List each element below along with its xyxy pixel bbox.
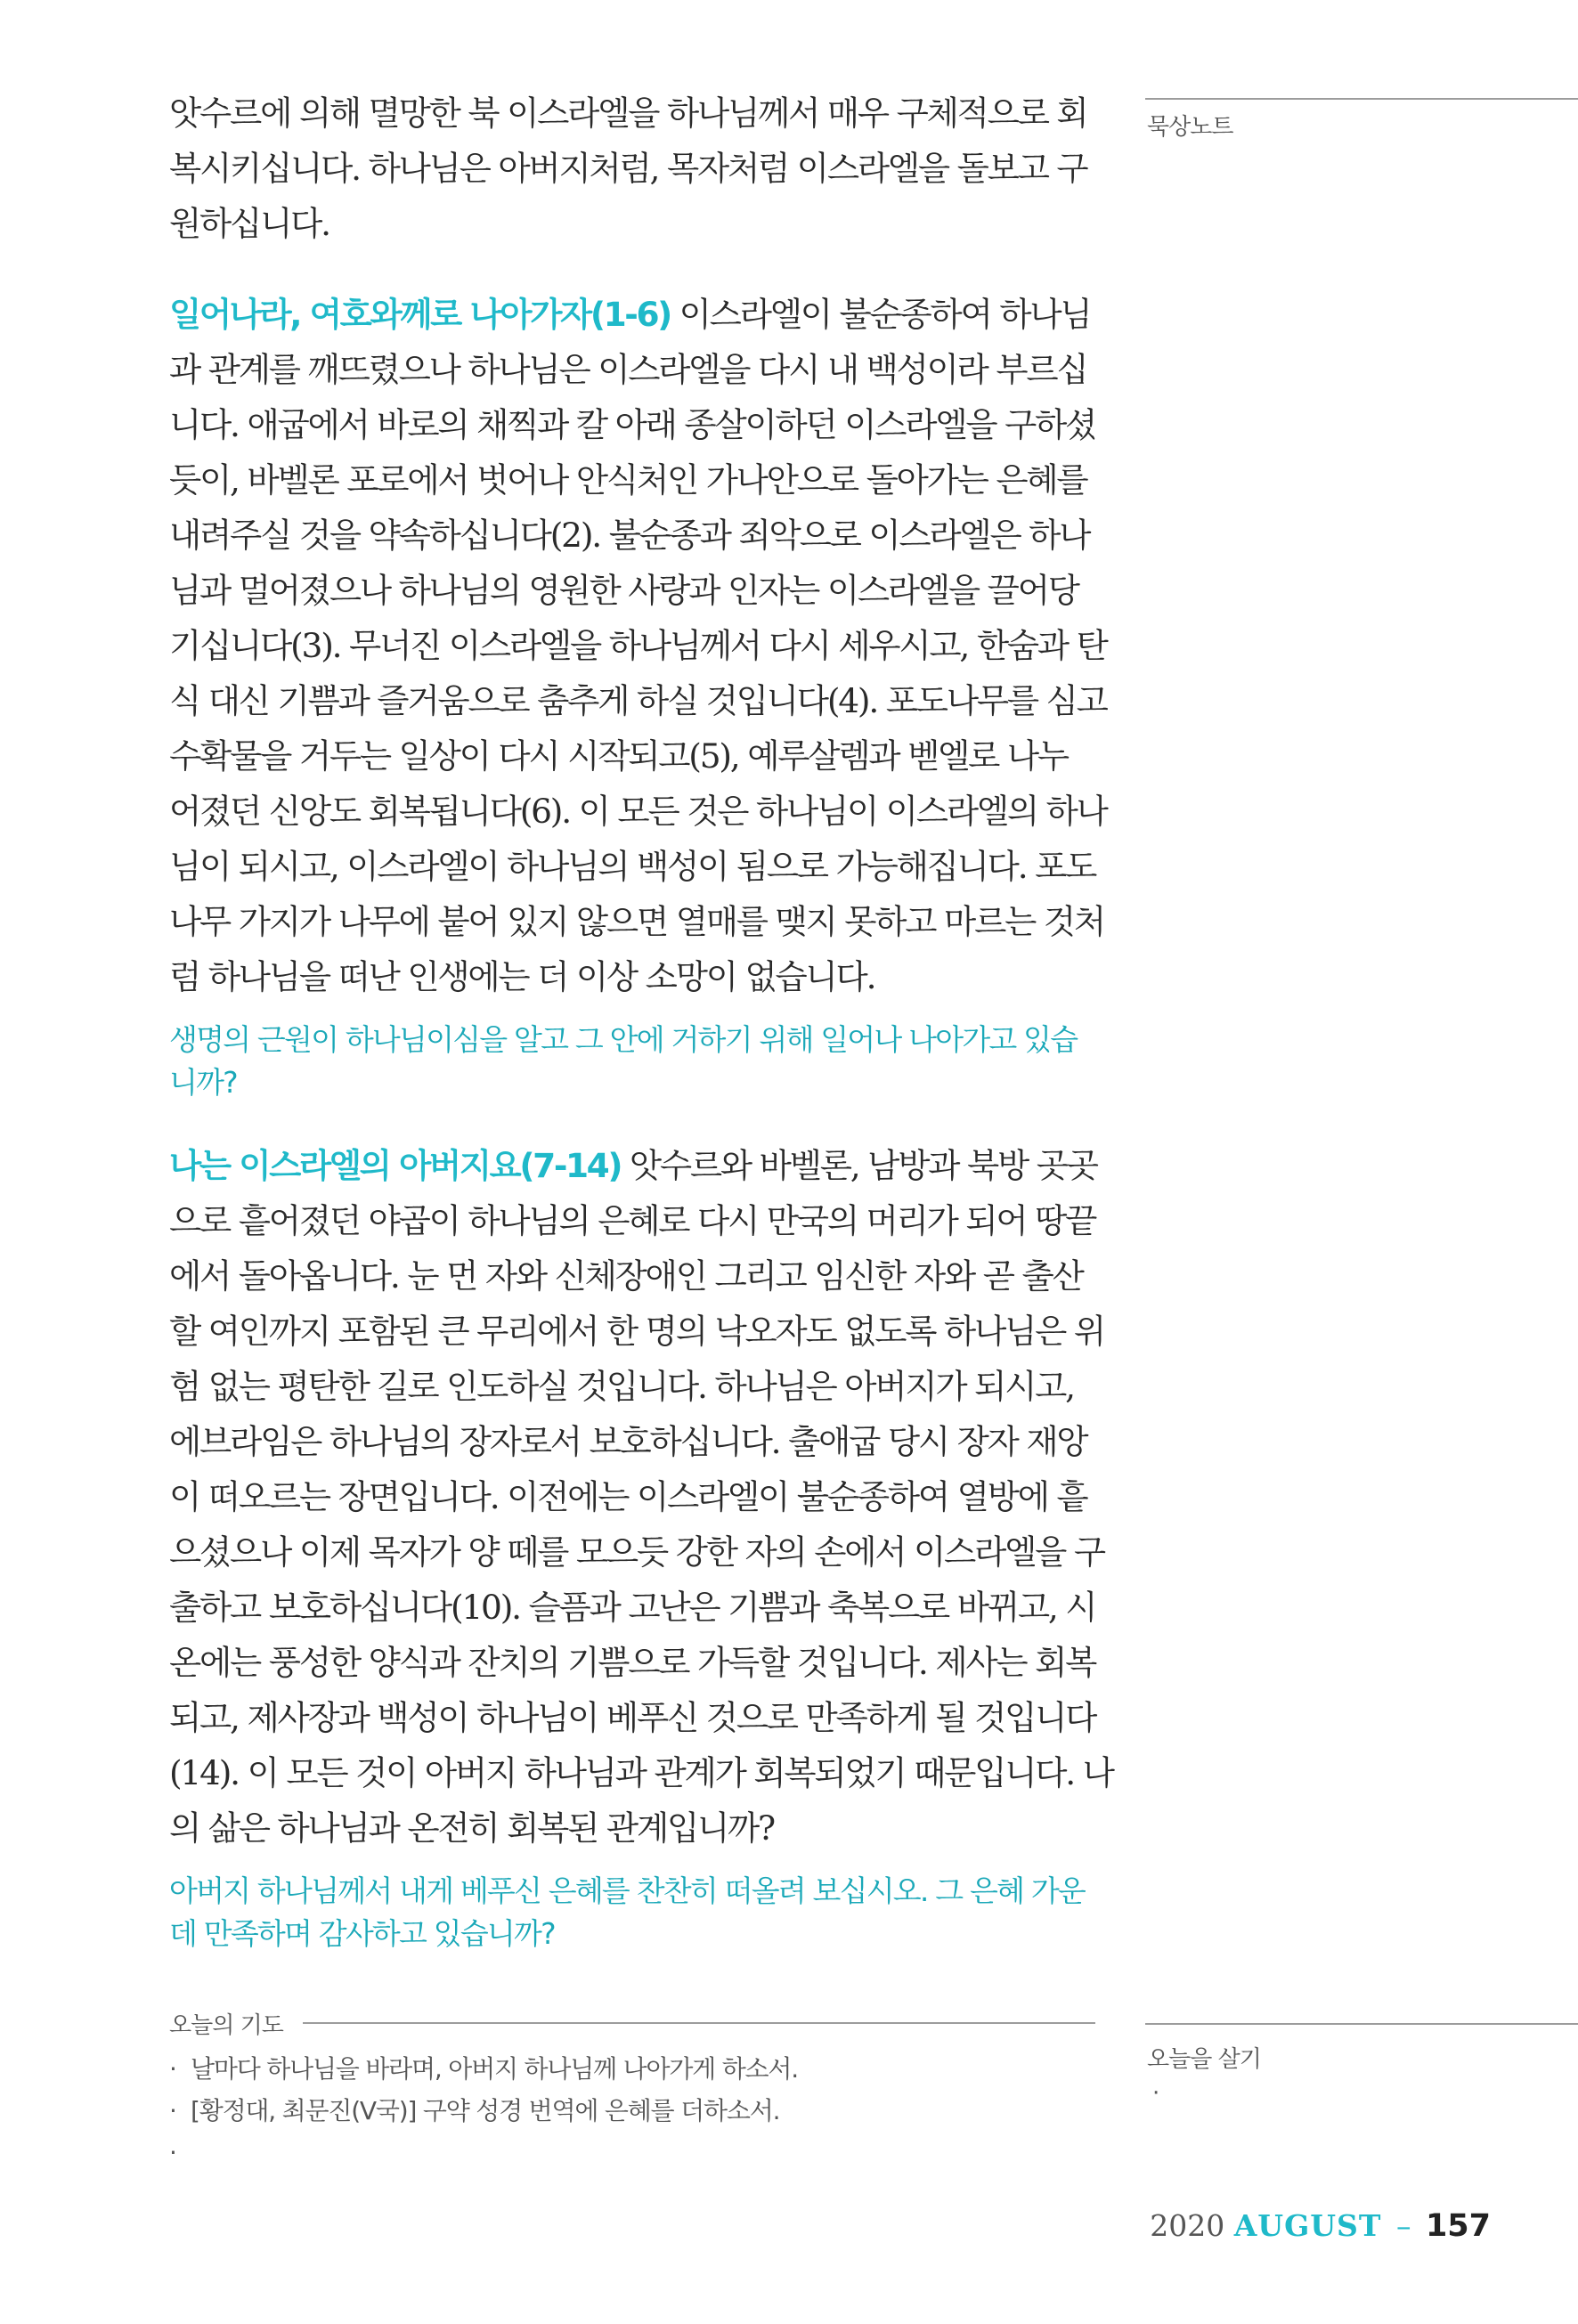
intro-line: 복시키십니다. 하나님은 아버지처럼, 목자처럼 이스라엘을 돌보고 구: [169, 149, 1087, 188]
section1-line: 식 대신 기쁨과 즐거움으로 춤추게 하실 것입니다(4). 포도나무를 심고: [169, 681, 1107, 720]
section1-line: 님과 멀어졌으나 하나님의 영원한 사랑과 인자는 이스라엘을 끌어당: [169, 571, 1078, 610]
sidebar-bottom-rule: [1145, 2023, 1578, 2025]
footer-dash: –: [1395, 2208, 1411, 2243]
section2-line: 앗수르와 바벨론, 남방과 북방 곳곳: [621, 1146, 1097, 1185]
footer-year: 2020: [1150, 2208, 1225, 2243]
prayer-item: [169, 2132, 1095, 2174]
section1-line: 니다. 애굽에서 바로의 채찍과 칼 아래 종살이하던 이스라엘을 구하셨: [169, 405, 1096, 444]
bullet: ·: [169, 2096, 176, 2125]
question-line: 생명의 근원이 하나님이심을 알고 그 안에 거하기 위해 일어나 나아가고 있습: [169, 1022, 1078, 1057]
section1-question: [169, 1019, 1095, 1104]
section2-line: 에브라임은 하나님의 장자로서 보호하십니다. 출애굽 당시 장자 재앙: [169, 1422, 1087, 1461]
meditation-note-label: 묵상노트: [1147, 114, 1233, 141]
question-line: 데 만족하며 감사하고 있습니까?: [169, 1916, 555, 1951]
section1-line: 수확물을 거두는 일상이 다시 시작되고(5), 예루살렘과 벧엘로 나누: [169, 736, 1068, 776]
section1-line: 나무 가지가 나무에 붙어 있지 않으면 열매를 맺지 못하고 마르는 것처: [169, 902, 1104, 941]
section1-line: 럼 하나님을 떠난 인생에는 더 이상 소망이 없습니다.: [169, 957, 875, 996]
section1-line: 이스라엘이 불순종하여 하나님: [670, 295, 1091, 334]
question-line: 아버지 하나님께서 내게 베푸신 은혜를 찬찬히 떠올려 보십시오. 그 은혜 가운: [169, 1873, 1086, 1908]
section1-first-line: [169, 287, 1095, 342]
section2-question: [169, 1870, 1095, 1955]
section1-line: 님이 되시고, 이스라엘이 하나님의 백성이 됨으로 가능해집니다. 포도: [169, 847, 1096, 886]
section2-line: 으셨으나 이제 목자가 양 떼를 모으듯 강한 자의 손에서 이스라엘을 구: [169, 1532, 1104, 1572]
section2-line: 의 삶은 하나님과 온전히 회복된 관계입니까?: [169, 1808, 774, 1848]
section2-line: 할 여인까지 포함된 큰 무리에서 한 명의 낙오자도 없도록 하나님은 위: [169, 1312, 1104, 1351]
section2-line: 으로 흩어졌던 야곱이 하나님의 은혜로 다시 만국의 머리가 되어 땅끝: [169, 1201, 1096, 1240]
section2-line: 에서 돌아옵니다. 눈 먼 자와 신체장애인 그리고 임신한 자와 곧 출산: [169, 1256, 1083, 1296]
bullet: ·: [169, 2054, 176, 2084]
intro-line: 앗수르에 의해 멸망한 북 이스라엘을 하나님께서 매우 구체적으로 회: [169, 93, 1087, 133]
prayer-rule: [303, 2022, 1095, 2024]
prayer-header: [169, 2005, 1095, 2041]
section2-line: 출하고 보호하십니다(10). 슬픔과 고난은 기쁨과 축복으로 바뀌고, 시: [169, 1588, 1096, 1627]
section2-line: (14). 이 모든 것이 아버지 하나님과 관계가 회복되었기 때문입니다. 나: [169, 1753, 1113, 1792]
section2-paragraph: [169, 1138, 1113, 1856]
main-column: [169, 85, 1113, 1955]
page-footer: [1150, 2208, 1491, 2244]
section1-line: 어졌던 신앙도 회복됩니다(6). 이 모든 것은 하나님이 이스라엘의 하나: [169, 792, 1107, 831]
section2-line: 온에는 풍성한 양식과 잔치의 기쁨으로 가득할 것입니다. 제사는 회복: [169, 1643, 1096, 1682]
sidebar-top-rule: [1145, 98, 1578, 100]
section1-heading: 일어나라, 여호와께로 나아가자(1-6): [169, 295, 671, 334]
prayer-item-text: [황정대, 최문진(V국)] 구약 성경 번역에 은혜를 더하소서.: [191, 2096, 780, 2125]
prayer-item-text: 날마다 하나님을 바라며, 아버지 하나님께 나아가게 하소서.: [191, 2054, 798, 2084]
question-line: 니까?: [169, 1065, 237, 1100]
section1-line: 내려주실 것을 약속하십니다(2). 불순종과 죄악으로 이스라엘은 하나: [169, 516, 1090, 555]
section2-heading: 나는 이스라엘의 아버지요(7-14): [169, 1146, 622, 1185]
section1-line: 과 관계를 깨뜨렸으나 하나님은 이스라엘을 다시 내 백성이라 부르십: [169, 350, 1087, 389]
section1-line: 기십니다(3). 무너진 이스라엘을 하나님께서 다시 세우시고, 한숨과 탄: [169, 626, 1107, 665]
prayer-item: [169, 2048, 1095, 2090]
footer-month: AUGUST: [1233, 2208, 1382, 2243]
prayer-item: [169, 2090, 1095, 2132]
section2-line: 험 없는 평탄한 길로 인도하실 것입니다. 하나님은 아버지가 되시고,: [169, 1367, 1074, 1406]
section1-paragraph: [169, 287, 1107, 1004]
section1-line: 듯이, 바벨론 포로에서 벗어나 안식처인 가나안으로 돌아가는 은혜를: [169, 460, 1087, 500]
intro-line: 원하십니다.: [169, 204, 329, 243]
today-living-label: 오늘을 살기: [1147, 2046, 1261, 2073]
page-number: 157: [1425, 2208, 1491, 2244]
today-living-bullet: ·: [1152, 2080, 1160, 2107]
section2-first-line: [169, 1138, 1095, 1193]
section2-line: 되고, 제사장과 백성이 하나님이 베푸신 것으로 만족하게 될 것입니다: [169, 1698, 1096, 1737]
prayer-title: 오늘의 기도: [169, 2011, 283, 2039]
intro-paragraph: [169, 85, 1095, 251]
bullet: ·: [169, 2138, 176, 2167]
section2-line: 이 떠오르는 장면입니다. 이전에는 이스라엘이 불순종하여 열방에 흩: [169, 1477, 1087, 1516]
prayer-section: [169, 2005, 1095, 2174]
